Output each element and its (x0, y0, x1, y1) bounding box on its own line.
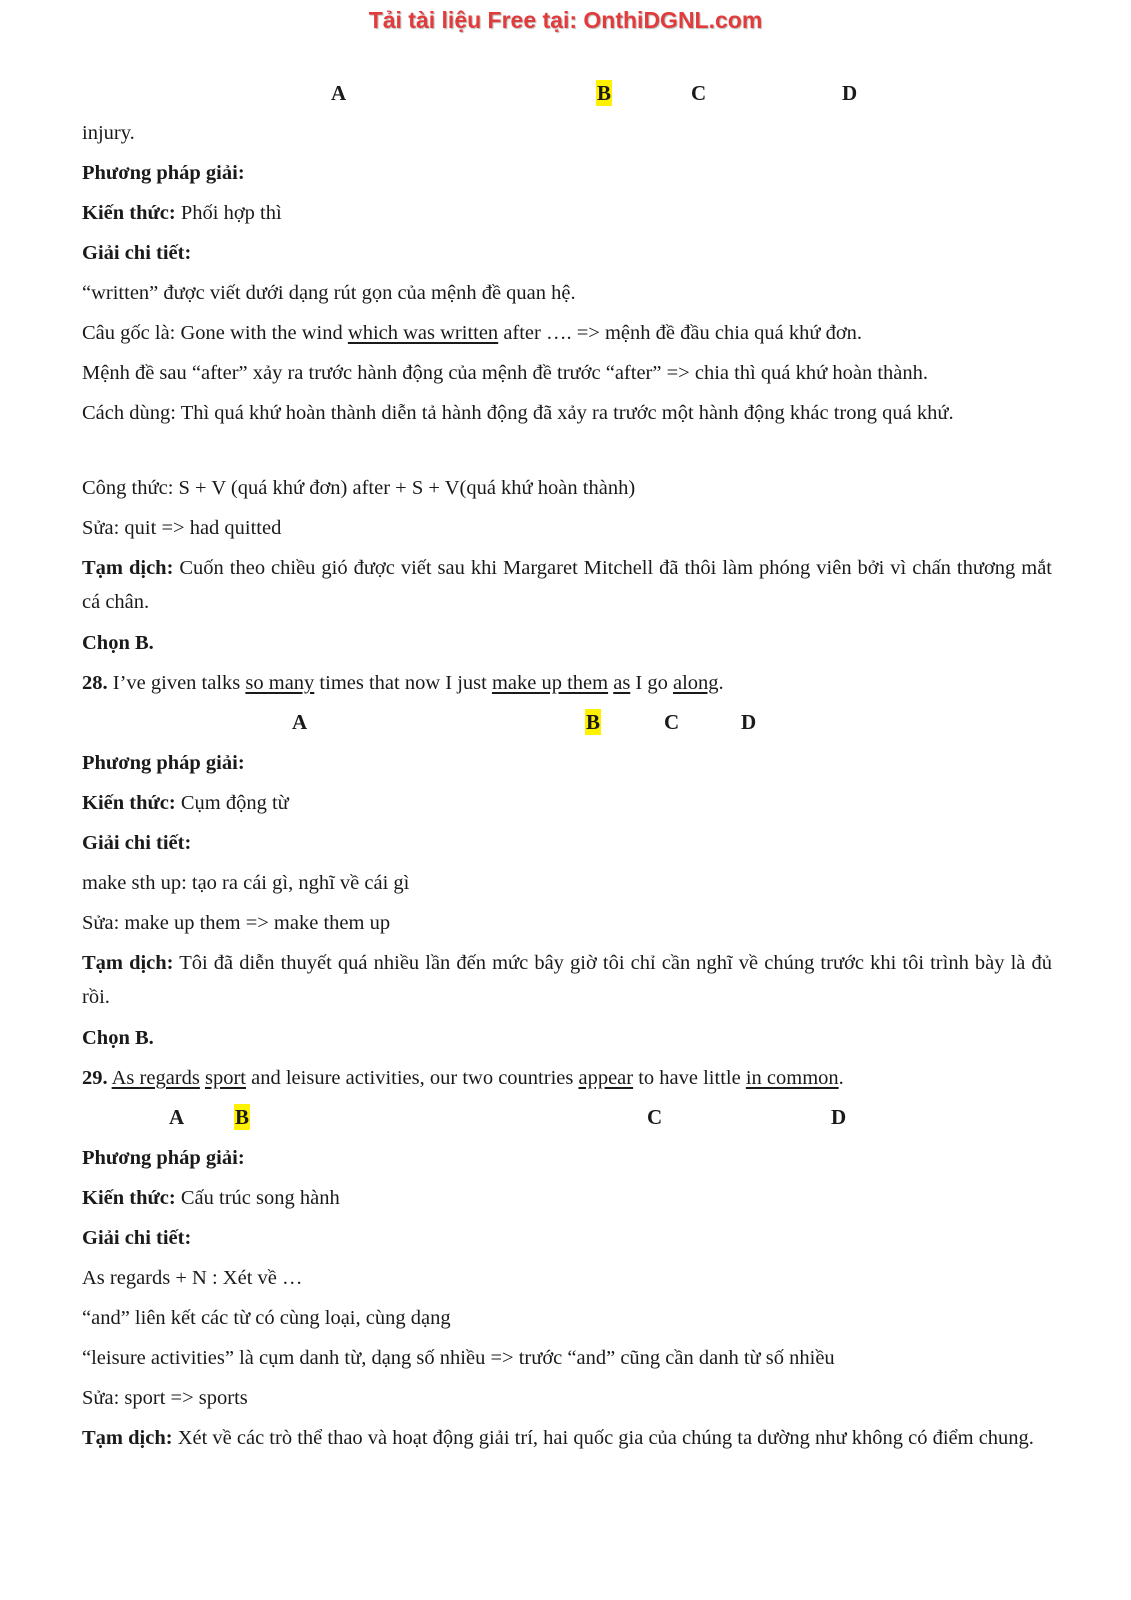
q29-option-a: A (169, 1105, 185, 1129)
text-segment: and leisure activities, our two countries (246, 1067, 579, 1089)
knowledge-value: Phối hợp thì (175, 202, 282, 224)
translation-text: Tôi đã diễn thuyết quá nhiều lần đến mức bây giờ tôi chỉ cần nghĩ về chúng trước khi tôi trình bày là đủ rồi. (82, 952, 1052, 1008)
q29-option-c: C (647, 1105, 663, 1129)
q28-correction: Sửa: make up them => make them up (82, 912, 391, 934)
q27-option-d: D (842, 81, 858, 105)
q27-option-b-highlighted: B (597, 81, 612, 105)
q28-method-heading: Phương pháp giải: (82, 752, 245, 774)
translation-label: Tạm dịch: (82, 557, 174, 579)
q27-detail-line-2 (82, 316, 1052, 350)
q27-correction: Sửa: quit => had quitted (82, 517, 282, 539)
q27-knowledge (82, 196, 1052, 230)
underlined-option-b: make up them (491, 672, 609, 694)
q27-method-heading: Phương pháp giải: (82, 162, 245, 184)
q27-formula: Công thức: S + V (quá khứ đơn) after + S + V(quá khứ hoàn thành) (82, 477, 636, 499)
q28-detail-heading: Giải chi tiết: (82, 832, 192, 854)
q27-detail-line-3: Mệnh đề sau “after” xảy ra trước hành động của mệnh đề trước “after” => chia thì quá khứ hoàn thành. (82, 362, 928, 384)
underlined-option-a: As regards (111, 1067, 200, 1089)
q28-translation (82, 946, 1052, 1014)
knowledge-label: Kiến thức: (82, 202, 176, 224)
q27-detail-line-1: “written” được viết dưới dạng rút gọn của mệnh đề quan hệ. (82, 282, 576, 304)
q28-knowledge (82, 786, 1052, 820)
q27-translation (82, 551, 1052, 619)
knowledge-label: Kiến thức: (82, 792, 176, 814)
text-segment: . (838, 1067, 844, 1089)
q29-detail-line-1: As regards + N : Xét về … (82, 1267, 303, 1289)
q29-method-heading: Phương pháp giải: (82, 1147, 245, 1169)
knowledge-value: Cụm động từ (175, 792, 289, 814)
q29-translation (82, 1421, 1052, 1455)
text-segment: after …. => mệnh đề đầu chia quá khứ đơn. (498, 322, 863, 344)
underlined-phrase: which was written (347, 322, 499, 344)
underlined-option-c: appear (578, 1067, 634, 1089)
text-segment: I’ve given talks (107, 672, 246, 694)
translation-text: Xét về các trò thể thao và hoạt động giải trí, hai quốc gia của chúng ta dường như không có điểm chung. (172, 1427, 1034, 1449)
q29-detail-line-2: “and” liên kết các từ có cùng loại, cùng dạng (82, 1307, 451, 1329)
underlined-option-a: so many (245, 672, 315, 694)
q29-correction: Sửa: sport => sports (82, 1387, 248, 1409)
translation-text: Cuốn theo chiều gió được viết sau khi Margaret Mitchell đã thôi làm phóng viên bởi vì chấn thương mắt cá chân. (82, 557, 1052, 613)
underlined-option-c: as (613, 672, 631, 694)
q27-question-tail: injury. (82, 122, 135, 144)
q27-answer: Chọn B. (82, 632, 154, 654)
text-segment: . (718, 672, 724, 694)
q27-detail-heading: Giải chi tiết: (82, 242, 192, 264)
translation-label: Tạm dịch: (82, 952, 174, 974)
q29-detail-line-3: “leisure activities” là cụm danh từ, dạng số nhiều => trước “and” cũng cần danh từ số nhiều (82, 1347, 835, 1369)
q29-option-d: D (831, 1105, 847, 1129)
site-banner[interactable]: Tải tài liệu Free tại: OnthiDGNL.com (368, 7, 763, 33)
q27-detail-line-4: Cách dùng: Thì quá khứ hoàn thành diễn tả hành động đã xảy ra trước một hành động khác trong quá khứ. (82, 402, 954, 424)
q28-option-d: D (741, 710, 757, 734)
q29-question (82, 1061, 1052, 1095)
text-segment: I go (630, 672, 673, 694)
knowledge-value: Cấu trúc song hành (175, 1187, 340, 1209)
text-segment: times that now I just (314, 672, 492, 694)
underlined-option-b: sport (205, 1067, 246, 1089)
translation-label: Tạm dịch: (82, 1427, 173, 1449)
q27-option-a: A (331, 81, 347, 105)
underlined-option-d: along (673, 672, 719, 694)
q28-detail-line-1: make sth up: tạo ra cái gì, nghĩ về cái gì (82, 872, 410, 894)
question-number: 29. (82, 1067, 108, 1089)
q28-option-b-highlighted: B (586, 710, 601, 734)
q28-answer: Chọn B. (82, 1027, 154, 1049)
q27-option-c: C (691, 81, 707, 105)
q28-option-c: C (664, 710, 680, 734)
text-segment: to have little (633, 1067, 746, 1089)
q28-question (82, 666, 1052, 700)
q28-option-a: A (292, 710, 308, 734)
underlined-option-d: in common (745, 1067, 839, 1089)
knowledge-label: Kiến thức: (82, 1187, 176, 1209)
question-number: 28. (82, 672, 108, 694)
q29-option-b-highlighted: B (235, 1105, 250, 1129)
q29-detail-heading: Giải chi tiết: (82, 1227, 192, 1249)
text-segment: Câu gốc là: Gone with the wind (82, 322, 348, 344)
q29-knowledge (82, 1181, 1052, 1215)
